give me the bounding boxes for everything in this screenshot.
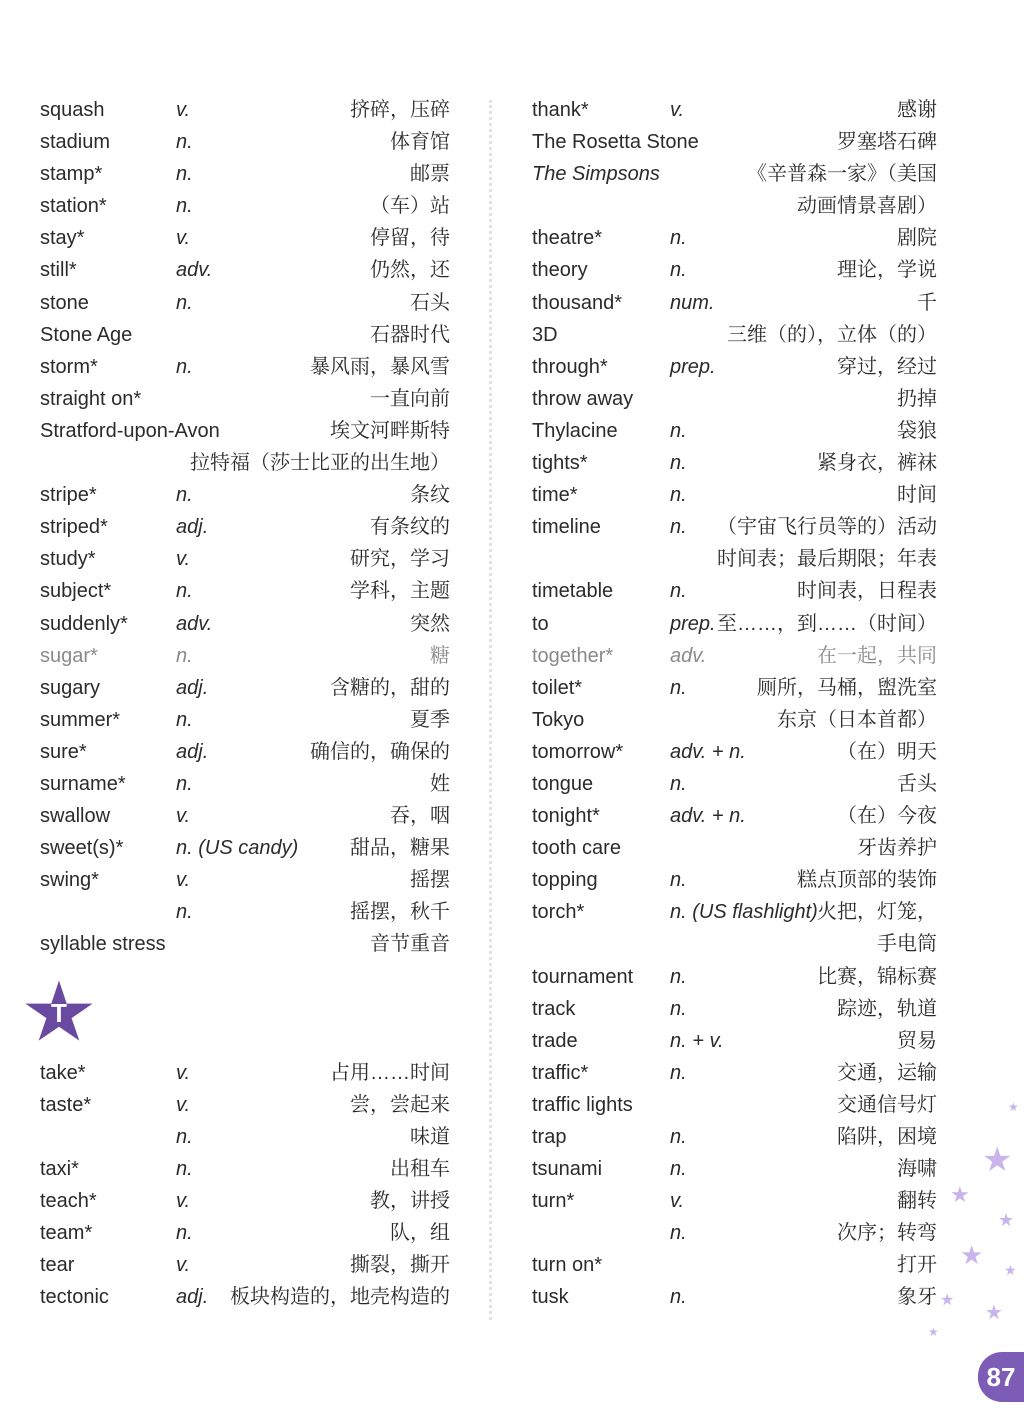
entry-meaning: 袋狼 [897,419,937,442]
entry-meaning: （在）今夜 [837,805,937,828]
entry-word: tear [40,1254,75,1277]
entry-meaning: 拉特福（莎士比亚的出生地） [190,452,450,475]
entry-part-of-speech: n. [670,452,687,475]
entry-row [532,736,937,768]
entry-part-of-speech: n. [670,965,687,988]
entry-row [532,1089,937,1121]
entry-word: theory [532,259,588,282]
star-icon: ★ [985,1302,1003,1324]
entry-meaning: 舌头 [897,772,937,795]
entry-part-of-speech: n. [670,869,687,892]
entry-part-of-speech: n. [670,676,687,699]
entry-part-of-speech: v. [176,1093,191,1116]
entry-word: station* [40,195,107,218]
entry-part-of-speech: n. [670,419,687,442]
entry-meaning: 摇摆 [410,869,450,892]
entry-part-of-speech: n. [176,772,193,795]
entry-row [532,961,937,993]
entry-meaning: 动画情景喜剧） [797,195,937,218]
star-icon: ★ [940,1292,955,1309]
entry-row [40,896,450,928]
entry-meaning: 姓 [430,772,450,795]
entry-meaning: 尝，尝起来 [350,1093,450,1116]
entry-row [532,351,937,383]
entry-row [532,704,937,736]
entry-meaning: （宇宙飞行员等的）活动 [717,516,937,539]
entry-part-of-speech: prep. [670,355,716,378]
entry-part-of-speech: v. [176,227,191,250]
entry-part-of-speech: n. [176,131,193,154]
entry-row [532,1057,937,1089]
entry-row [532,222,937,254]
star-icon: ★ [998,1210,1015,1230]
entry-part-of-speech: v. [176,1061,191,1084]
entry-row [40,1089,450,1121]
entry-row [40,319,450,351]
entry-meaning: 时间 [897,484,937,507]
entry-row [40,1281,450,1313]
entry-word: stripe* [40,484,97,507]
entry-meaning: 停留，待 [370,227,450,250]
entry-row [532,896,937,928]
entry-meaning: 交通，运输 [837,1061,937,1084]
entry-part-of-speech: v. [176,1254,191,1277]
entry-row [40,94,450,126]
entry-row [532,608,937,640]
entry-meaning: 糖 [430,644,450,667]
entry-word: striped* [40,516,108,539]
entry-row [40,640,450,672]
entry-row [40,190,450,222]
star-icon: ★ [950,1182,970,1207]
entry-row [532,1153,937,1185]
entry-part-of-speech: n. [670,997,687,1020]
entry-row [40,1185,450,1217]
entry-meaning: 占用……时间 [330,1061,450,1084]
entry-meaning: 学科，主题 [350,580,450,603]
entry-row [532,190,937,222]
entry-word: thousand* [532,291,623,314]
entry-row [532,1249,937,1281]
entry-word: stadium [40,131,111,154]
entry-part-of-speech: adj. [176,1286,209,1309]
entry-meaning: 味道 [410,1125,450,1148]
entry-word: stay* [40,227,85,250]
entry-part-of-speech: n. [176,1125,193,1148]
entry-word: take* [40,1061,86,1084]
entry-row [40,1249,450,1281]
entry-word: taste* [40,1093,92,1116]
entry-meaning: 音节重音 [370,933,450,956]
entry-word: through* [532,355,608,378]
entry-word: still* [40,259,77,282]
entry-word: subject* [40,580,112,603]
entry-row [532,319,937,351]
entry-word: surname* [40,772,126,795]
entry-word: throw away [532,387,634,410]
entry-meaning: 确信的，确保的 [310,740,450,763]
entry-meaning: 暴风雨，暴风雪 [310,355,450,378]
entry-word: timetable [532,580,614,603]
entry-word: tsunami [532,1158,603,1181]
entry-row [532,1217,937,1249]
entry-meaning: 埃文河畔斯特 [330,419,450,442]
entry-part-of-speech: n. (US flashlight) [670,901,818,924]
entry-row [532,928,937,960]
entry-word: stone [40,291,89,314]
entry-row [532,575,937,607]
entry-meaning: 甜品，糖果 [350,837,450,860]
entry-row [532,1185,937,1217]
entry-meaning: 挤碎，压碎 [350,99,450,121]
entry-meaning: 次序；转弯 [837,1222,937,1245]
entry-part-of-speech: n. [176,291,193,314]
entry-meaning: 东京（日本首都） [777,708,937,731]
entry-row [40,287,450,319]
entry-meaning: 理论，学说 [837,259,937,282]
entry-part-of-speech: num. [670,291,715,314]
entry-word: trade [532,1029,578,1052]
entry-part-of-speech: v. [176,548,191,571]
entry-row [40,864,450,896]
entry-meaning: 教，讲授 [370,1189,450,1212]
entry-word: tooth care [532,837,621,860]
entry-meaning: 《辛普森一家》（美国 [747,163,937,186]
entry-meaning: 扔掉 [897,387,937,410]
entry-row [532,383,937,415]
entry-meaning: 手电筒 [877,933,937,956]
entry-row [532,800,937,832]
section-header-t [40,961,450,1057]
entry-word: tusk [532,1286,569,1309]
entry-part-of-speech: n. [670,516,687,539]
entry-meaning: 贸易 [897,1029,937,1052]
entry-part-of-speech: n. [670,1061,687,1084]
entry-meaning: 队，组 [390,1222,450,1244]
entry-meaning: 厕所，马桶，盥洗室 [757,676,937,699]
entry-word: traffic* [532,1061,589,1084]
entry-part-of-speech: adv. + n. [670,740,746,763]
entry-row [40,254,450,286]
entry-word: to [532,612,549,635]
entry-part-of-speech: n. [670,484,687,507]
entry-word: taxi* [40,1157,79,1180]
entry-part-of-speech: v. [176,869,191,892]
left-entries-t [40,1057,450,1314]
entry-meaning: 海啸 [897,1158,937,1181]
entry-word: traffic lights [532,1093,633,1116]
entry-row [40,832,450,864]
entry-row [40,1153,450,1185]
entry-meaning: 象牙 [897,1286,937,1309]
left-entries-s [40,94,450,961]
entry-part-of-speech: adj. [176,740,209,763]
entry-meaning: 三维（的），立体（的） [727,323,937,346]
entry-row [532,768,937,800]
entry-word: sugary [40,676,101,699]
entry-word: topping [532,869,598,892]
entry-word: together* [532,644,614,667]
entry-word: tomorrow* [532,740,624,763]
entry-row [532,254,937,286]
entry-row [532,672,937,704]
entry-word: tectonic [40,1286,109,1309]
entry-part-of-speech: v. [176,1189,191,1212]
section-letter: T [51,997,67,1028]
entry-meaning: （车）站 [370,195,450,218]
column-divider [489,100,492,1320]
entry-row [40,383,450,415]
entry-meaning: 时间表，日程表 [797,580,937,603]
entry-part-of-speech: n. [176,195,193,218]
entry-row [532,1281,937,1313]
entry-word: sugar* [40,644,98,667]
entry-row [532,1025,937,1057]
entry-word: turn on* [532,1254,603,1277]
entry-row [40,704,450,736]
star-icon: ★ [982,1141,1013,1179]
entry-part-of-speech: n. [176,644,193,667]
entry-part-of-speech: n. [176,484,193,507]
entry-row [40,1217,450,1249]
entry-row [40,1057,450,1089]
entry-word: tongue [532,772,594,795]
entry-word: swing* [40,869,99,892]
entry-row [532,479,937,511]
star-icon: ★ [960,1240,984,1270]
entry-word: Tokyo [532,708,585,731]
entry-word: torch* [532,901,585,924]
entry-row [40,158,450,190]
entry-word: storm* [40,355,98,378]
entry-word: teach* [40,1189,97,1212]
entry-part-of-speech: n. [670,1222,687,1245]
entry-meaning: 踪迹，轨道 [837,997,937,1020]
entry-word: The Rosetta Stone [532,131,699,154]
entry-meaning: 夏季 [410,708,450,731]
entry-row [532,94,937,126]
entry-row [532,832,937,864]
entry-part-of-speech: n. [670,580,687,603]
entry-part-of-speech: n. [176,901,193,924]
entry-row [40,608,450,640]
entry-part-of-speech: adv. [176,259,213,282]
entry-meaning: 陷阱，困境 [837,1126,937,1148]
entry-meaning: 糕点顶部的装饰 [797,869,937,892]
page-number: 87 [978,1352,1024,1402]
entry-meaning: 含糖的，甜的 [330,676,450,699]
entry-word: trap [532,1126,567,1148]
entry-word: study* [40,548,96,571]
entry-part-of-speech: n. [176,580,193,603]
entry-word: theatre* [532,227,603,250]
entry-word: The Simpsons [532,163,660,186]
entry-meaning: 火把，灯笼， [817,901,937,924]
entry-word: suddenly* [40,612,128,635]
entry-word: tournament [532,965,634,988]
star-icon: ★ [1008,1100,1019,1114]
star-icon: ★ [1004,1262,1017,1278]
entry-part-of-speech: n. (US candy) [176,837,299,860]
entry-word: Stone Age [40,323,133,346]
entry-word: team* [40,1222,93,1244]
entry-word: turn* [532,1190,575,1213]
entry-part-of-speech: adv. + n. [670,805,746,828]
entry-part-of-speech: n. [176,163,193,186]
entry-meaning: 罗塞塔石碑 [837,131,937,154]
entry-meaning: 千 [917,291,937,314]
entry-part-of-speech: v. [176,805,191,828]
entry-word: thank* [532,99,589,121]
entry-part-of-speech: v. [670,1190,685,1213]
entry-part-of-speech: n. [670,1158,687,1181]
entry-row [532,287,937,319]
entry-meaning: 至……，到……（时间） [717,612,937,635]
entry-row [40,1121,450,1153]
entry-part-of-speech: n. [176,1157,193,1180]
entry-row [532,126,937,158]
entry-meaning: 邮票 [410,163,450,186]
entry-meaning: 感谢 [897,99,937,121]
entry-row [532,447,937,479]
entry-word: straight on* [40,387,142,410]
entry-row [40,126,450,158]
entry-meaning: 仍然，还 [370,259,450,282]
entry-word: summer* [40,708,121,731]
entry-row [40,479,450,511]
entry-part-of-speech: n. [176,1222,193,1244]
entry-part-of-speech: v. [176,99,191,121]
entry-meaning: 比赛，锦标赛 [817,965,937,988]
entry-row [40,768,450,800]
entry-part-of-speech: adj. [176,676,209,699]
entry-meaning: 有条纹的 [370,516,450,539]
entry-meaning: 石器时代 [370,323,450,346]
entry-row [532,640,937,672]
entry-part-of-speech: n. [670,259,687,282]
entry-meaning: 一直向前 [370,387,450,410]
entry-row [40,447,450,479]
entry-word: squash [40,99,105,121]
entry-row [40,543,450,575]
entry-part-of-speech: n. [670,1286,687,1309]
entry-word: stamp* [40,163,103,186]
entry-row [532,993,937,1025]
entry-part-of-speech: n. [670,227,687,250]
entry-meaning: 摇摆，秋千 [350,901,450,924]
entry-word: time* [532,484,578,507]
entry-word: syllable stress [40,933,166,956]
entry-word: Thylacine [532,419,618,442]
entry-word: Stratford-upon-Avon [40,419,220,442]
entry-word: sweet(s)* [40,837,124,860]
entry-row [532,158,937,190]
entry-row [40,511,450,543]
entry-meaning: 吞，咽 [390,805,450,828]
entry-row [532,415,937,447]
entry-row [40,575,450,607]
entry-row [532,864,937,896]
entry-meaning: 条纹 [410,484,450,507]
entry-row [40,415,450,447]
entry-meaning: 撕裂，撕开 [350,1254,450,1277]
entry-part-of-speech: prep. [670,612,716,635]
entry-part-of-speech: n. + v. [670,1029,724,1052]
entry-meaning: 石头 [410,291,450,314]
right-column [532,94,937,1314]
entry-word: toilet* [532,676,583,699]
entry-part-of-speech: adv. [670,644,707,667]
entry-word: timeline [532,516,601,539]
entry-part-of-speech: n. [176,355,193,378]
entry-part-of-speech: n. [670,772,687,795]
entry-part-of-speech: v. [670,99,685,121]
entry-meaning: 突然 [410,612,450,635]
entry-word: sure* [40,740,87,763]
entry-part-of-speech: n. [176,708,193,731]
entry-meaning: 在一起，共同 [817,644,937,667]
entry-row [532,1121,937,1153]
entry-meaning: 翻转 [897,1190,937,1213]
entry-row [40,351,450,383]
entry-meaning: 打开 [897,1254,937,1277]
entry-part-of-speech: adj. [176,516,209,539]
entry-word: swallow [40,805,111,828]
entry-row [40,736,450,768]
entry-meaning: 交通信号灯 [837,1093,937,1116]
entry-meaning: 时间表；最后期限；年表 [717,548,937,571]
entry-meaning: 出租车 [390,1157,450,1180]
entry-meaning: 牙齿养护 [857,837,937,860]
entry-row [532,543,937,575]
entry-word: track [532,997,576,1020]
entry-meaning: 穿过，经过 [837,355,937,378]
entry-word: 3D [532,323,558,346]
entry-row [40,800,450,832]
entry-word: tights* [532,452,588,475]
entry-meaning: 研究，学习 [350,548,450,571]
entry-meaning: 剧院 [897,227,937,250]
entry-part-of-speech: n. [670,1126,687,1148]
entry-row [40,222,450,254]
entry-meaning: 体育馆 [390,131,450,154]
entry-row [532,511,937,543]
entry-meaning: 紧身衣，裤袜 [817,452,937,475]
star-icon: ★ [928,1325,939,1339]
left-column [40,94,450,1313]
entry-word: tonight* [532,805,600,828]
entry-meaning: 板块构造的，地壳构造的 [230,1286,450,1309]
entry-row [40,928,450,960]
entry-part-of-speech: adv. [176,612,213,635]
entry-meaning: （在）明天 [837,740,937,763]
entry-row [40,672,450,704]
